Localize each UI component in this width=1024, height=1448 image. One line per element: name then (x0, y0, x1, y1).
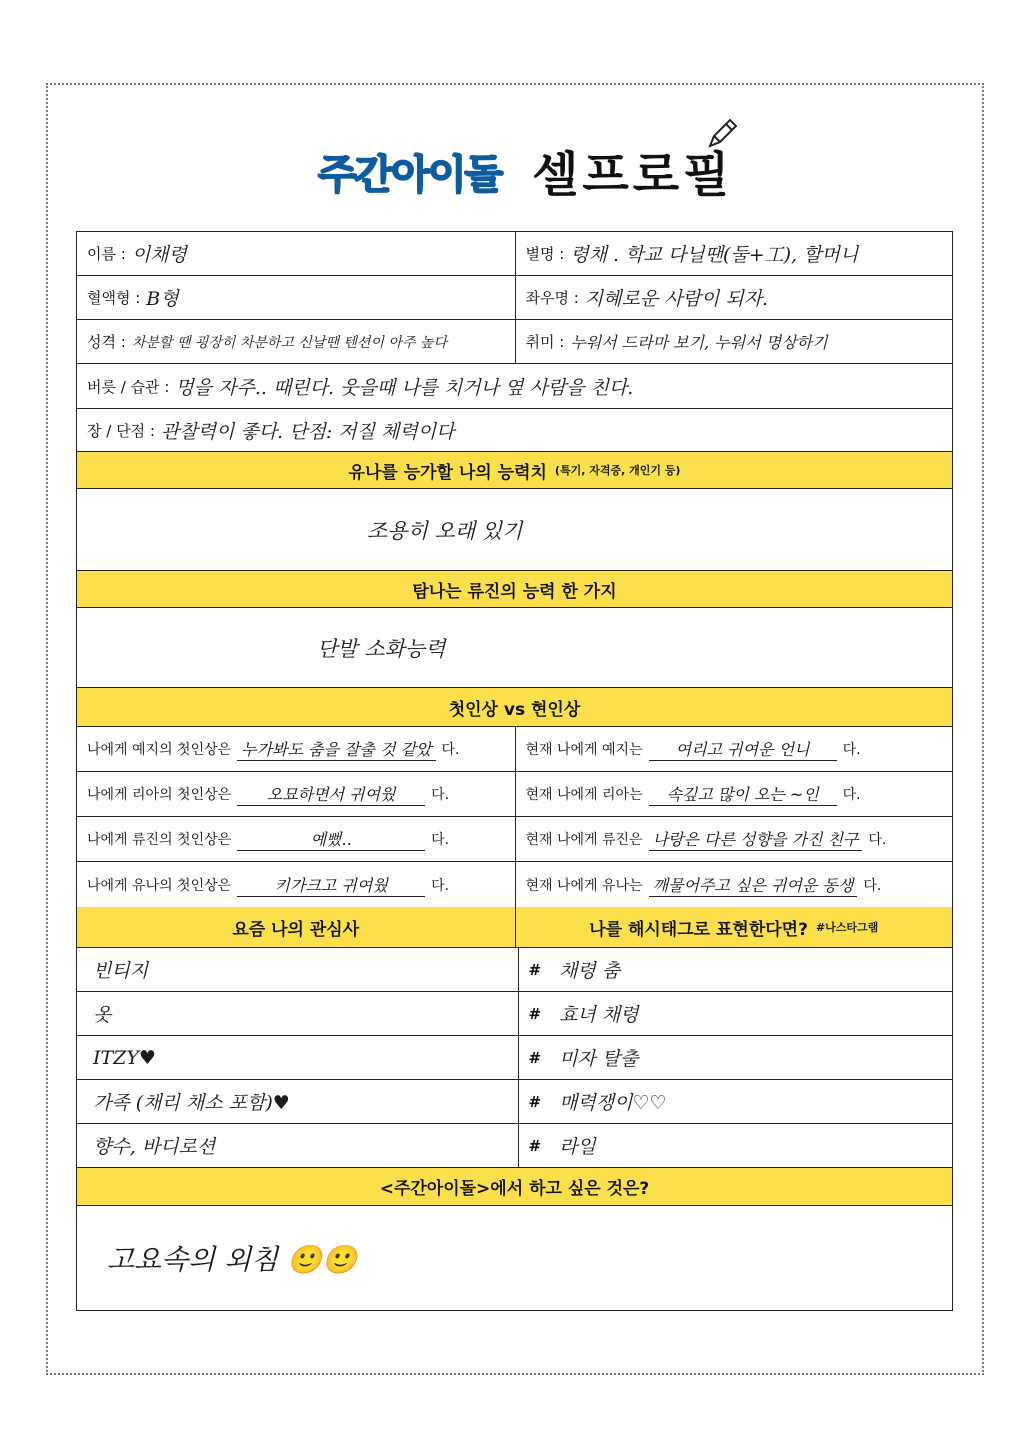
first-value: 누가봐도 춤을 잘출 것 같았 (237, 737, 435, 761)
blood-field (77, 276, 515, 319)
now-prefix: 현재 나에게 류진은 (525, 832, 643, 848)
alias-field (515, 232, 953, 275)
hobby-field (515, 320, 953, 363)
personality-field (77, 320, 515, 363)
page-title: 셀프로필 (532, 147, 734, 203)
impression-row (77, 727, 952, 772)
hashtag-header (515, 907, 953, 947)
motto-field (515, 276, 953, 319)
now-suffix: 다. (868, 832, 887, 848)
hashtag-item: 효녀 채령 (559, 1004, 639, 1026)
name-value: 이채령 (131, 244, 187, 266)
first-suffix: 다. (431, 832, 450, 848)
hobby-value: 누워서 드라마 보기, 누워서 명상하기 (570, 333, 828, 352)
habit-label: 버릇 / 습관 : (87, 377, 170, 396)
interests-header: 요즘 나의 관심사 (77, 907, 515, 947)
now-prefix: 현재 나에게 예지는 (525, 742, 643, 758)
first-prefix: 나에게 류진의 첫인상은 (87, 832, 232, 848)
hashtag-item: 매력쟁이♡♡ (559, 1092, 667, 1114)
impression-table (77, 727, 952, 907)
now-value: 속깊고 많이 오는 ~인 (649, 782, 837, 806)
first-prefix: 나에게 리아의 첫인상은 (87, 787, 232, 803)
interest-row (77, 1036, 952, 1080)
first-suffix: 다. (441, 742, 460, 758)
name-label: 이름 : (87, 245, 126, 263)
logo-part-2: 아이돌 (391, 152, 502, 198)
ryujin-answer: 단발 소화능력 (317, 636, 446, 661)
strength-field (77, 409, 952, 451)
personality-label: 성격 : (87, 333, 126, 351)
wish-answer: 고요속의 외침 🙂🙂 (107, 1243, 357, 1276)
now-value: 깨물어주고 싶은 귀여운 동생 (649, 873, 858, 897)
hashtag-title: 나를 해시태그로 표현한다면? (589, 919, 808, 940)
profile-sheet (76, 231, 953, 1311)
weekly-idol-logo (318, 143, 501, 200)
habit-field (77, 364, 952, 408)
now-suffix: 다. (842, 787, 861, 803)
interest-item: 가족 (채리 채소 포함)♥ (93, 1092, 290, 1114)
alias-label: 별명 : (525, 245, 565, 263)
hashtag-note: #나스타그램 (815, 921, 879, 934)
interest-item: 옷 (93, 1004, 112, 1026)
first-value: 오묘하면서 귀여웠 (237, 782, 425, 806)
first-prefix: 나에게 유나의 첫인상은 (87, 877, 232, 894)
name-field (77, 232, 515, 275)
impression-header: 첫인상 vs 현인상 (77, 688, 952, 726)
hobby-label: 취미 : (525, 333, 565, 351)
motto-value: 지혜로운 사람이 되자. (584, 288, 769, 310)
ability-note: (특기, 자격증, 개인기 등) (554, 464, 681, 477)
first-value: 예뻤.. (237, 827, 425, 851)
interest-item: 향수, 바디로션 (93, 1136, 216, 1158)
logo-part-1: 주간 (318, 152, 392, 198)
ability-answer: 조용히 오래 있기 (367, 518, 523, 543)
interest-row (77, 1124, 952, 1168)
impression-row (77, 817, 952, 862)
strength-value: 관찰력이 좋다. 단점: 저질 체력이다 (160, 420, 455, 443)
hash-symbol: # (528, 1048, 542, 1067)
first-suffix: 다. (431, 877, 450, 894)
interest-item: 빈티지 (93, 960, 149, 982)
interest-item: ITZY♥ (93, 1046, 156, 1069)
blood-value: B형 (146, 288, 179, 310)
motto-label: 좌우명 : (525, 289, 579, 307)
now-suffix: 다. (842, 742, 861, 758)
first-prefix: 나에게 예지의 첫인상은 (87, 742, 232, 758)
interest-row (77, 992, 952, 1036)
personality-value: 차분할 땐 굉장히 차분하고 신날땐 텐션이 아주 높다 (131, 334, 447, 351)
hash-symbol: # (528, 1092, 542, 1111)
now-prefix: 현재 나에게 리아는 (525, 787, 643, 803)
hash-symbol: # (528, 960, 542, 979)
first-value: 키가크고 귀여웠 (237, 873, 425, 897)
hashtag-item: 라일 (559, 1136, 596, 1158)
interest-row (77, 1080, 952, 1124)
now-value: 나랑은 다른 성향을 가진 친구 (649, 827, 863, 851)
now-value: 여리고 귀여운 언니 (649, 737, 837, 761)
ryujin-header: 탐나는 류진의 능력 한 가지 (77, 571, 952, 607)
now-prefix: 현재 나에게 유나는 (525, 877, 643, 894)
interest-row (77, 948, 952, 992)
hashtag-item: 채령 춤 (559, 960, 621, 982)
hash-symbol: # (528, 1004, 542, 1023)
impression-row (77, 772, 952, 817)
now-suffix: 다. (863, 877, 882, 894)
pencil-icon (704, 116, 740, 152)
impression-row (77, 862, 952, 907)
wish-header: <주간아이돌>에서 하고 싶은 것은? (77, 1168, 952, 1205)
blood-label: 혈액형 : (87, 289, 141, 307)
first-suffix: 다. (431, 787, 450, 803)
habit-value: 멍을 자주.. 때린다. 웃을때 나를 치거나 옆 사람을 친다. (175, 376, 634, 399)
ability-title: 유나를 능가할 나의 능력치 (348, 462, 547, 483)
hashtag-item: 미자 탈출 (559, 1048, 639, 1070)
ability-header (77, 452, 952, 488)
strength-label: 장 / 단점 : (87, 421, 155, 440)
hash-symbol: # (528, 1136, 542, 1155)
alias-value: 령채 . 학교 다닐땐(둘+工), 할머니 (570, 244, 859, 266)
